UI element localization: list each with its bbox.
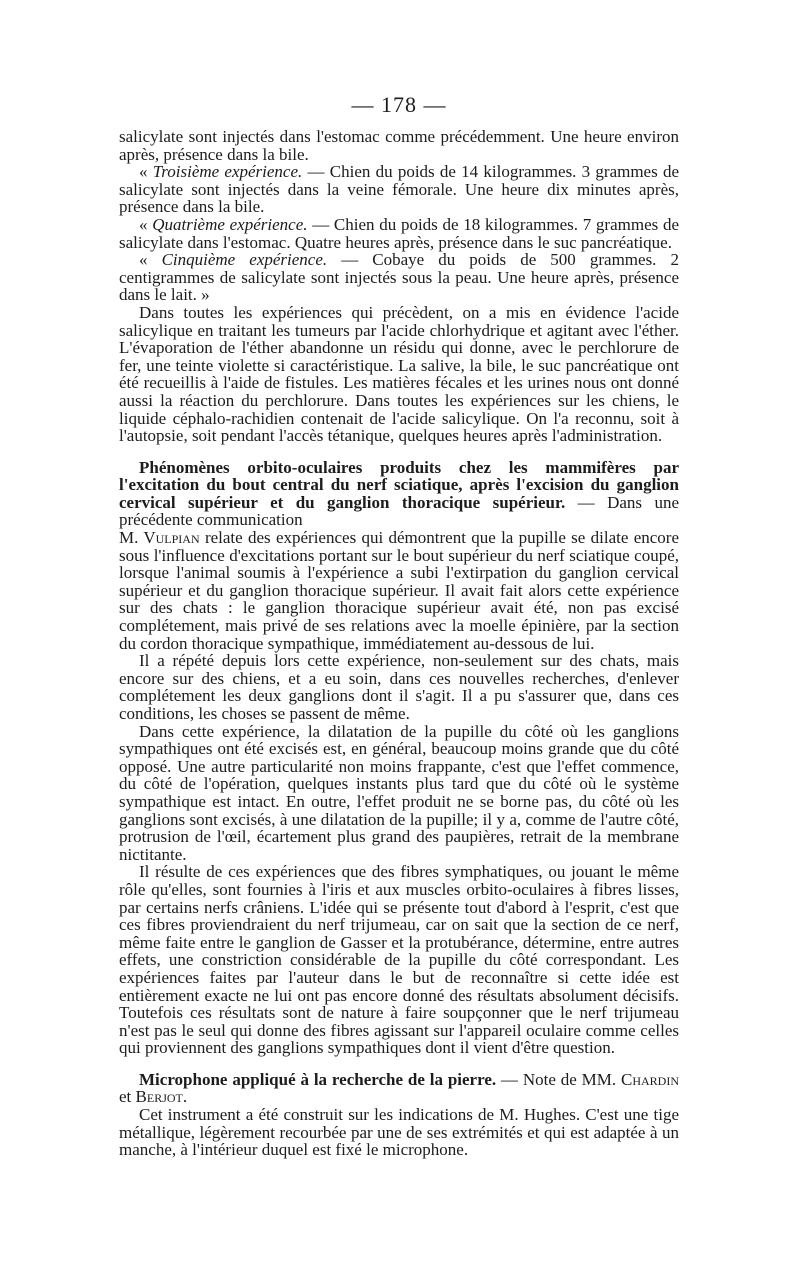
paragraph-continuation: salicylate sont injectés dans l'estomac comme précédemment. Une heure environ après, présence dans la bile. [119, 127, 679, 164]
experiment-text: — Chien du poids de 14 kilogrammes. 3 grammes de salicylate sont injectés dans la veine fémorale. Une heure dix minutes après, présence dans la bile. [119, 162, 679, 217]
experiment-text: — Cobaye du poids de 500 grammes. 2 centigrammes de salicylate sont injectés sous la peau. Une heure après, présence dans le lait. » [119, 250, 679, 305]
section-microphone [119, 1071, 679, 1106]
experiment-text: — Chien du poids de 18 kilogrammes. 7 grammes de salicylate dans l'estomac. Quatre heures après, présence dans le suc pancréatique. [119, 214, 679, 252]
conjunction: et [119, 1087, 136, 1107]
heading-dash: — Note de MM. [496, 1069, 621, 1089]
page-number: — 178 — [351, 92, 447, 117]
open-quote: « [139, 214, 153, 234]
experiment-title: Cinquième expérience. [161, 250, 328, 270]
paragraph-dilatation: Dans cette expérience, la dilatation de la pupille du côté où les ganglions sympathiques ont été excisés est, en général, beaucoup moins grande que du côté opposé. Une autre particularité non moins frappante, c'est que l'effet commence, du côté de l'opération, quelques instants plus tard que du côté où le système sympathique est intact. En outre, l'effet produit ne se borne pas, du côté où les ganglions sont excisés, à une dilatation de la pupille; il y a, comme de l'autre côté, protrusion de l'œil, écartement plus grand des paupières, retrait de la membrane nictitante. [119, 721, 679, 864]
paragraph-conclusion: Il résulte de ces expériences que des fibres symphatiques, ou jouant le même rôle qu'elles, sont fournies à l'iris et aux muscles orbito-oculaires à fibres lisses, par certains nerfs crâniens. L'idée qui se présente tout d'abord à l'esprit, c'est que ces fibres proviendraient du nerf trijumeau, car on sait que la section de ce nerf, même faite entre le ganglion de Gasser et la protubérance, détermine, entre autres effets, une constriction considérable de la pupille du côté correspondant. Les expériences faites par l'auteur dans le but de reconnaître si cette idée est entièrement exacte ne lui ont pas encore donné des résultats absolument décisifs. Toutefois ces résultats sont de nature à faire soupçonner que le nerf trijumeau n'est pas le seul qui donne des fibres agissant sur l'appareil oculaire comme celles qui proviennent des ganglions sympathiques dont il vient d'être question. [119, 862, 679, 1058]
paragraph-instrument: Cet instrument a été construit sur les indications de M. Hughes. C'est une tige métallique, légèrement recourbée par une de ses extrémités et qui est adaptée à un manche, à l'intérieur duquel est fixé le microphone. [119, 1105, 679, 1160]
paragraph-repetition: Il a répété depuis lors cette expérience, non-seulement sur des chats, mais encore sur des chiens, et a eu soin, dans ces nouvelles recherches, d'enlever complétement les deux ganglions dont il s'agit. Il a pu s'assurer que, dans ces conditions, les choses se passent de même. [119, 651, 679, 723]
experiment-title: Troisième expérience. [152, 162, 303, 182]
open-quote: « [139, 162, 153, 182]
author-name: M. Vulpian [119, 528, 200, 548]
paragraph-summary: Dans toutes les expériences qui précèdent, on a mis en évidence l'acide salicylique en traitant les tumeurs par l'acide chlorhydrique et agitant avec l'éther. L'évaporation de l'éther abandonne un résidu qui donne, avec le perchlorure de fer, une teinte violette si caractéristique. La salive, la bile, le suc pancréatique ont été recueillis à l'aide de fistules. Les matières fécales et les urines nous ont donné aussi la réaction du perchlorure. Dans toutes les expériences sur les chiens, le liquide céphalo-rachidien contenait de l'acide salicylique. On l'a reconnu, soit à l'autopsie, soit pendant l'accès tétanique, quelques heures après l'administration. [119, 302, 679, 446]
period: . [182, 1087, 188, 1107]
heading-dash: — Dans une précédente communication [119, 492, 679, 530]
author-name: Berjot [135, 1087, 183, 1107]
section-heading: Phénomènes orbito-oculaires produits chez les mammifères par l'excitation du bout central du nerf sciatique, après l'excision du ganglion cervical supérieur et du ganglion thoracique supérieur. [119, 457, 679, 512]
section-orbito-oculaires [119, 459, 679, 653]
document-page [119, 92, 679, 1159]
paragraph-text: relate des expériences qui démontrent que la pupille se dilate encore sous l'influence d'excitations portant sur le bout supérieur du nerf sciatique coupé, lorsque l'animal soumis à l'expérience a subi l'extirpation du ganglion cervical supérieur et du ganglion thoracique supérieur. Il avait fait alors cette expérience sur des chats : le ganglion thoracique supérieur avait été, non pas excisé complétement, mais privé de ses relations avec la moelle épinière, par la section du cordon thoracique sympathique, immédiatement au-dessous de lui. [119, 528, 679, 653]
paragraph-experiment-3 [119, 163, 679, 216]
author-name: Chardin [620, 1069, 679, 1089]
section-heading: Microphone appliqué à la recherche de la pierre. [139, 1069, 497, 1089]
open-quote: « [139, 250, 162, 270]
paragraph-experiment-4 [119, 216, 679, 251]
paragraph-experiment-5 [119, 251, 679, 304]
experiment-title: Quatrième expérience. [152, 214, 308, 234]
